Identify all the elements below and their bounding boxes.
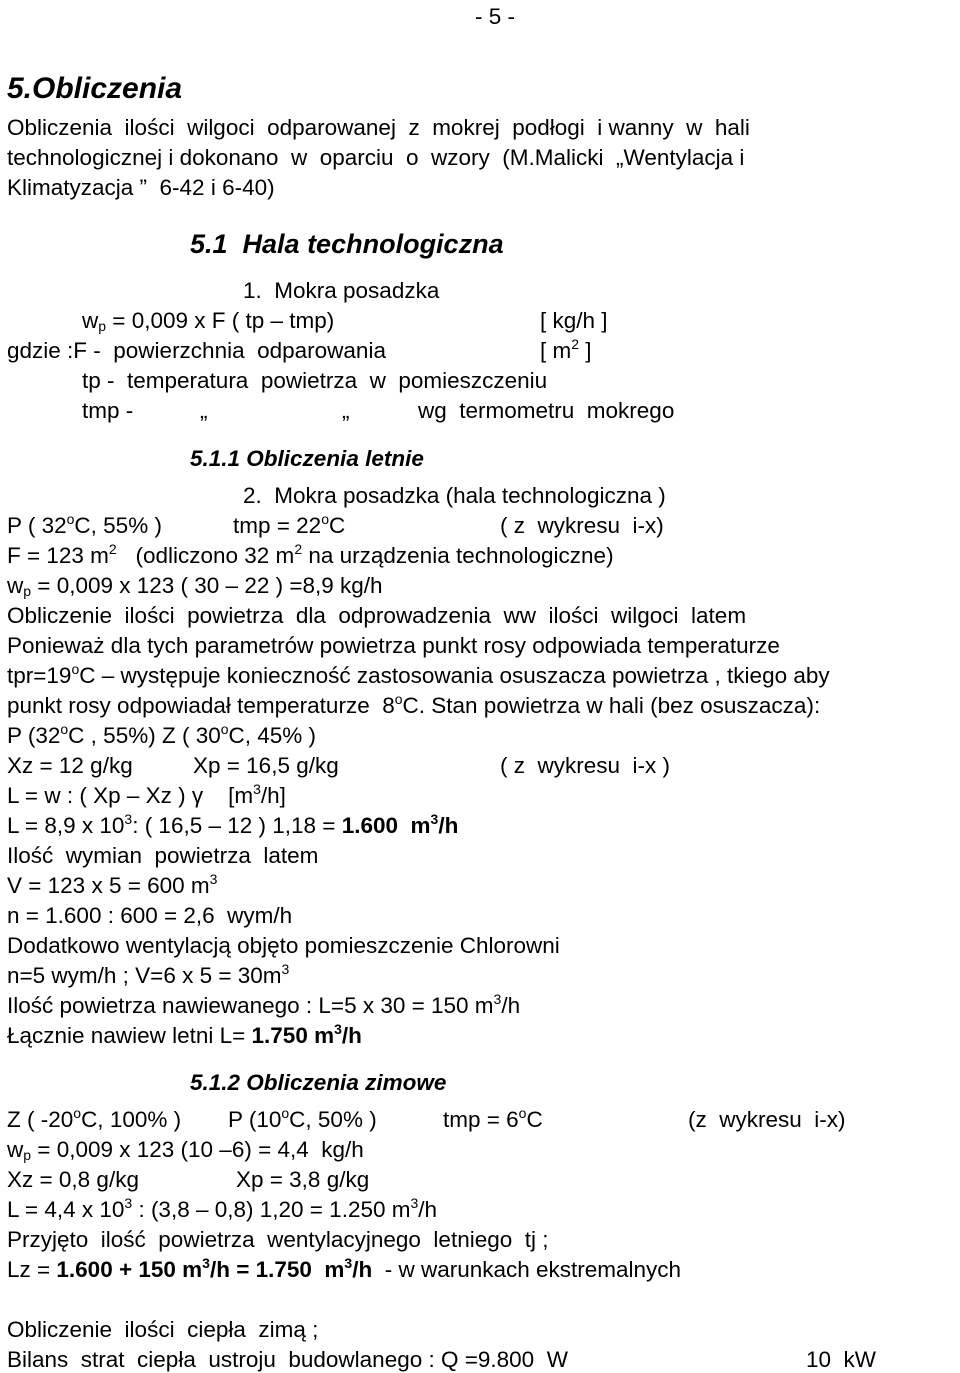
dew-line: punkt rosy odpowiadał temperaturze 8$^o$C. Stan powietrza w hali (bez osuszacza):: [7, 691, 821, 718]
l-formula: L = w : ( Xp – Xz ) γ $[m^3/h]$: [7, 781, 286, 808]
winter-tmp: tmp = $6^oC$: [443, 1105, 543, 1132]
lz-line: Lz = 1.600 + 150 $m^3/h = 1.750$ $m^3/h$ - w warunkach ekstremalnych: [7, 1255, 682, 1282]
winter-wp: $w_p = 0,009$ x 123 (10 –6) = 4,4 kg/h: [7, 1137, 364, 1163]
because-line: Ponieważ dla tych parametrów powietrza punkt rosy odpowiada temperaturze: [7, 633, 780, 658]
winter-xp: Xp = 3,8 g/kg: [236, 1167, 370, 1192]
chart-reference: ( z wykresu i-x ): [500, 753, 671, 778]
summer-p: P ( 32$^o$C, 55% ): [7, 511, 162, 538]
winter-p: P (10$^o$C, 50% ): [228, 1105, 377, 1132]
where-tmp-desc: wg termometru mokrego: [418, 398, 675, 423]
hall-title: 5.1 Hala technologiczna: [190, 229, 504, 259]
summer-title: 5.1.1 Obliczenia letnie: [190, 446, 424, 471]
where-tp: tp - temperatura powietrza w pomieszczeniu: [82, 368, 548, 393]
wp-line: $w_p = 0,009$ x 123 ( 30 – 22 ) =8,9 kg/h: [7, 573, 383, 599]
total-line: Łącznie nawiew letni L= 1.750 $m^3/h$: [7, 1021, 362, 1048]
xz-value: Xz = 12 g/kg: [7, 753, 133, 778]
item-2: 2. Mokra posadzka (hala technologiczna ): [243, 483, 666, 508]
summer-tmp: tmp = $22^oC$: [233, 511, 346, 538]
chart-reference: ( z wykresu i-x): [500, 513, 664, 538]
heat-title: Obliczenie ilości ciepła zimą ;: [7, 1317, 319, 1342]
chlorine-line: Dodatkowo wentylacją objęto pomieszczenie Chlorowni: [7, 933, 560, 958]
moisture-formula: $w_p = 0,009$ x F ( tp – tmp): [82, 308, 335, 334]
n-line: n = 1.600 : 600 = 2,6 wym/h: [7, 903, 293, 928]
where-f-unit: [ $m^2$ ]: [540, 336, 592, 363]
winter-z: Z ( -20$^o$C, 100% ): [7, 1105, 182, 1132]
state-line: P (32$^o$C , 55%) Z ( 30$^o$C, 45% ): [7, 721, 317, 748]
section-title: 5.Obliczenia: [7, 72, 183, 105]
n5-line: n=5 wym/h ; V=6 x $5 = 30m^3$: [7, 961, 290, 988]
adopted-line: Przyjęto ilość powietrza wentylacyjnego letniego tj ;: [7, 1227, 549, 1252]
intro-line: Klimatyzacja ” 6-42 i 6-40): [7, 175, 275, 200]
tpr-line: $tpr=19^oC$ – występuje konieczność zastosowania osuszacza powietrza , tkiego aby: [7, 661, 830, 688]
supply-line: Ilość powietrza nawiewanego : L=5 x 30 = 150 $m^3/h$: [7, 991, 521, 1018]
item-1: 1. Mokra posadzka: [243, 278, 440, 303]
chart-reference: (z wykresu i-x): [688, 1107, 846, 1132]
formula-unit: [ kg/h ]: [540, 308, 608, 333]
page-number: - 5 -: [475, 4, 516, 29]
intro-line: Obliczenia ilości wilgoci odparowanej z mokrej podłogi i wanny w hali: [7, 115, 750, 140]
heat-balance: Bilans strat ciepła ustroju budowlanego : Q =9.800 W: [7, 1347, 568, 1372]
ditto-mark: „: [342, 398, 350, 423]
winter-l: L = 4,4 x $10^3$ : (3,8 – 0,8) 1,20 = 1.250 $m^3/h$: [7, 1195, 438, 1222]
area-line: F = 123 $m^2$ (odliczono 32 $m^2$ na urządzenia technologiczne): [7, 541, 614, 568]
heat-kw: 10 kW: [806, 1347, 877, 1372]
winter-title: 5.1.2 Obliczenia zimowe: [190, 1070, 447, 1095]
exchange-title: Ilość wymian powietrza latem: [7, 843, 319, 868]
ditto-mark: „: [200, 398, 208, 423]
xp-value: Xp = 16,5 g/kg: [193, 753, 339, 778]
air-calc-line: Obliczenie ilości powietrza dla odprowadzenia ww ilości wilgoci latem: [7, 603, 747, 628]
volume-line: V = 123 x 5 = 600 $m^3$: [7, 871, 218, 898]
winter-xz: Xz = 0,8 g/kg: [7, 1167, 139, 1192]
where-f: gdzie :F - powierzchnia odparowania: [7, 338, 386, 363]
where-tmp: tmp -: [82, 398, 134, 423]
l-calc: L = 8,9 x $10^3$: ( 16,5 – 12 ) 1,18 = 1.600 $m^3/h$: [7, 811, 459, 838]
intro-line: technologicznej i dokonano w oparciu o wzory (M.Malicki „Wentylacja i: [7, 145, 745, 170]
